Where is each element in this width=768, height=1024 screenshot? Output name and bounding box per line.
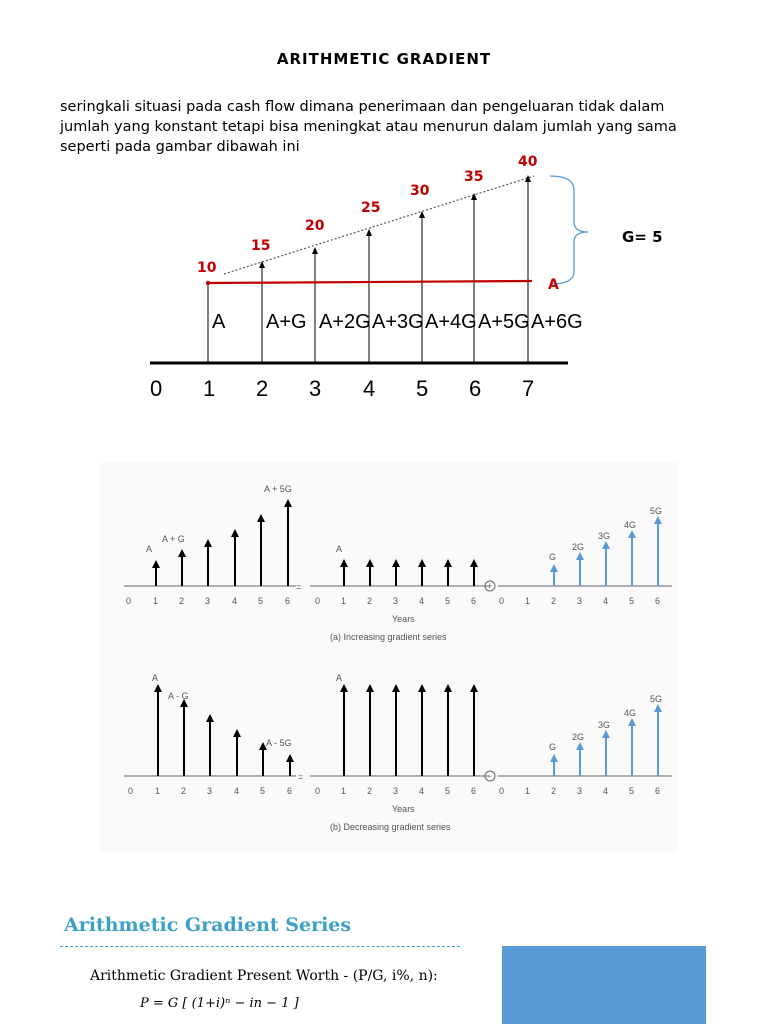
inc-a2-tick-3: 3 xyxy=(393,596,399,606)
dec-label-a1: A xyxy=(152,673,159,683)
axis-0: 0 xyxy=(150,376,163,401)
label-a-4g: A+4G xyxy=(425,311,477,333)
inc-grad-4g: 4G xyxy=(624,520,637,530)
label-a-6g: A+6G xyxy=(531,311,583,333)
value-5: 30 xyxy=(410,183,430,199)
inc-a1-tick-4: 4 xyxy=(232,596,238,606)
inc-label-a1-g: A + G xyxy=(162,534,185,544)
dec-a1-tick-2: 2 xyxy=(181,786,187,796)
dec-a1-tick-6: 6 xyxy=(287,786,293,796)
inc-a2-tick-5: 5 xyxy=(445,596,451,606)
label-a-3g: A+3G xyxy=(372,311,424,333)
inc-grad-5g: 5G xyxy=(650,506,663,516)
figure-background xyxy=(100,462,678,852)
inc-a1-tick-5: 5 xyxy=(258,596,264,606)
dec-grad-4g: 4G xyxy=(624,708,637,718)
dec-a3-tick-6: 6 xyxy=(655,786,661,796)
value-2: 15 xyxy=(251,238,271,254)
section-title: Arithmetic Gradient Series xyxy=(64,914,352,936)
inc-a2-tick-4: 4 xyxy=(419,596,425,606)
label-a-5g: A+5G xyxy=(478,311,530,333)
inc-a3-tick-3: 3 xyxy=(577,596,583,606)
axis-4: 4 xyxy=(363,376,376,401)
inc-grad-2g: 2G xyxy=(572,542,585,552)
inc-a1-tick-0: 0 xyxy=(126,596,132,606)
paragraph-line-1: seringkali situasi pada cash flow dimana penerimaan dan pengeluaran tidak dalam xyxy=(60,99,665,115)
value-1: 10 xyxy=(197,260,217,276)
dec-grad-g: G xyxy=(549,742,557,752)
inc-plus: + xyxy=(487,581,493,591)
inc-caption: (a) Increasing gradient series xyxy=(330,632,447,642)
formula-label: Arithmetic Gradient Present Worth - (P/G, i%, n): xyxy=(90,968,438,984)
inc-a2-tick-0: 0 xyxy=(315,596,321,606)
axis-2: 2 xyxy=(256,376,269,401)
inc-a3-tick-4: 4 xyxy=(603,596,609,606)
inc-grad-g: G xyxy=(549,552,557,562)
dec-equals: = xyxy=(298,772,304,782)
inc-a3-tick-2: 2 xyxy=(551,596,557,606)
dec-a2-tick-0: 0 xyxy=(315,786,321,796)
inc-a1-tick-1: 1 xyxy=(153,596,159,606)
inc-uniform-label: A xyxy=(336,544,343,554)
dec-a1-tick-4: 4 xyxy=(234,786,240,796)
paragraph-line-3: seperti pada gambar dibawah ini xyxy=(60,139,300,155)
axis-3: 3 xyxy=(309,376,322,401)
value-4: 25 xyxy=(361,200,381,216)
label-a-g: A+G xyxy=(266,311,307,333)
a-line-label: A xyxy=(548,277,559,293)
dec-years-label: Years xyxy=(392,804,415,814)
dec-a3-tick-0: 0 xyxy=(499,786,505,796)
dec-grad-5g: 5G xyxy=(650,694,663,704)
section-divider xyxy=(60,946,460,947)
inc-a3-tick-6: 6 xyxy=(655,596,661,606)
inc-equals: = xyxy=(296,582,302,592)
inc-grad-3g: 3G xyxy=(598,531,611,541)
dec-a3-tick-5: 5 xyxy=(629,786,635,796)
dec-minus: - xyxy=(488,771,491,781)
dec-a2-tick-4: 4 xyxy=(419,786,425,796)
inc-years-label: Years xyxy=(392,614,415,624)
dec-a2-tick-1: 1 xyxy=(341,786,347,796)
dec-a2-tick-5: 5 xyxy=(445,786,451,796)
inc-a3-tick-1: 1 xyxy=(525,596,531,606)
value-7: 40 xyxy=(518,154,538,170)
dec-a2-tick-6: 6 xyxy=(471,786,477,796)
dec-a3-tick-2: 2 xyxy=(551,786,557,796)
dec-a1-tick-3: 3 xyxy=(207,786,213,796)
value-3: 20 xyxy=(305,218,325,234)
dec-a1-tick-5: 5 xyxy=(260,786,266,796)
inc-a3-tick-5: 5 xyxy=(629,596,635,606)
axis-6: 6 xyxy=(469,376,482,401)
inc-a1-tick-3: 3 xyxy=(205,596,211,606)
axis-1: 1 xyxy=(203,376,216,401)
dec-a2-tick-2: 2 xyxy=(367,786,373,796)
label-a-2g: A+2G xyxy=(319,311,371,333)
dec-a3-tick-1: 1 xyxy=(525,786,531,796)
inc-a2-tick-6: 6 xyxy=(471,596,477,606)
axis-5: 5 xyxy=(416,376,429,401)
inc-a3-tick-0: 0 xyxy=(499,596,505,606)
inc-label-a1: A xyxy=(146,544,153,554)
dec-a1-tick-1: 1 xyxy=(155,786,161,796)
inc-a1-tick-2: 2 xyxy=(179,596,185,606)
paragraph-line-2: jumlah yang konstant tetapi bisa meningkat atau menurun dalam jumlah yang sama xyxy=(60,119,677,135)
dec-grad-3g: 3G xyxy=(598,720,611,730)
axis-7: 7 xyxy=(522,376,535,401)
formula: P = G [ (1+i)ⁿ − in − 1 ] xyxy=(140,996,299,1011)
g-value-label: G= 5 xyxy=(622,228,663,246)
inc-a2-tick-2: 2 xyxy=(367,596,373,606)
dec-a3-tick-4: 4 xyxy=(603,786,609,796)
dec-caption: (b) Decreasing gradient series xyxy=(330,822,451,832)
dec-uniform-label: A xyxy=(336,673,343,683)
inc-a2-tick-1: 1 xyxy=(341,596,347,606)
dec-a1-tick-0: 0 xyxy=(128,786,134,796)
page-title: ARITHMETIC GRADIENT xyxy=(276,50,492,68)
inc-label-a1-5g: A + 5G xyxy=(264,484,292,494)
dec-a2-tick-3: 3 xyxy=(393,786,399,796)
blue-box xyxy=(502,946,706,1024)
dec-grad-2g: 2G xyxy=(572,732,585,742)
label-a: A xyxy=(212,311,226,333)
dec-label-a1-5g: A - 5G xyxy=(266,738,292,748)
inc-a1-tick-6: 6 xyxy=(285,596,291,606)
dec-a3-tick-3: 3 xyxy=(577,786,583,796)
dec-label-a1-g: A - G xyxy=(168,691,189,701)
value-6: 35 xyxy=(464,169,484,185)
